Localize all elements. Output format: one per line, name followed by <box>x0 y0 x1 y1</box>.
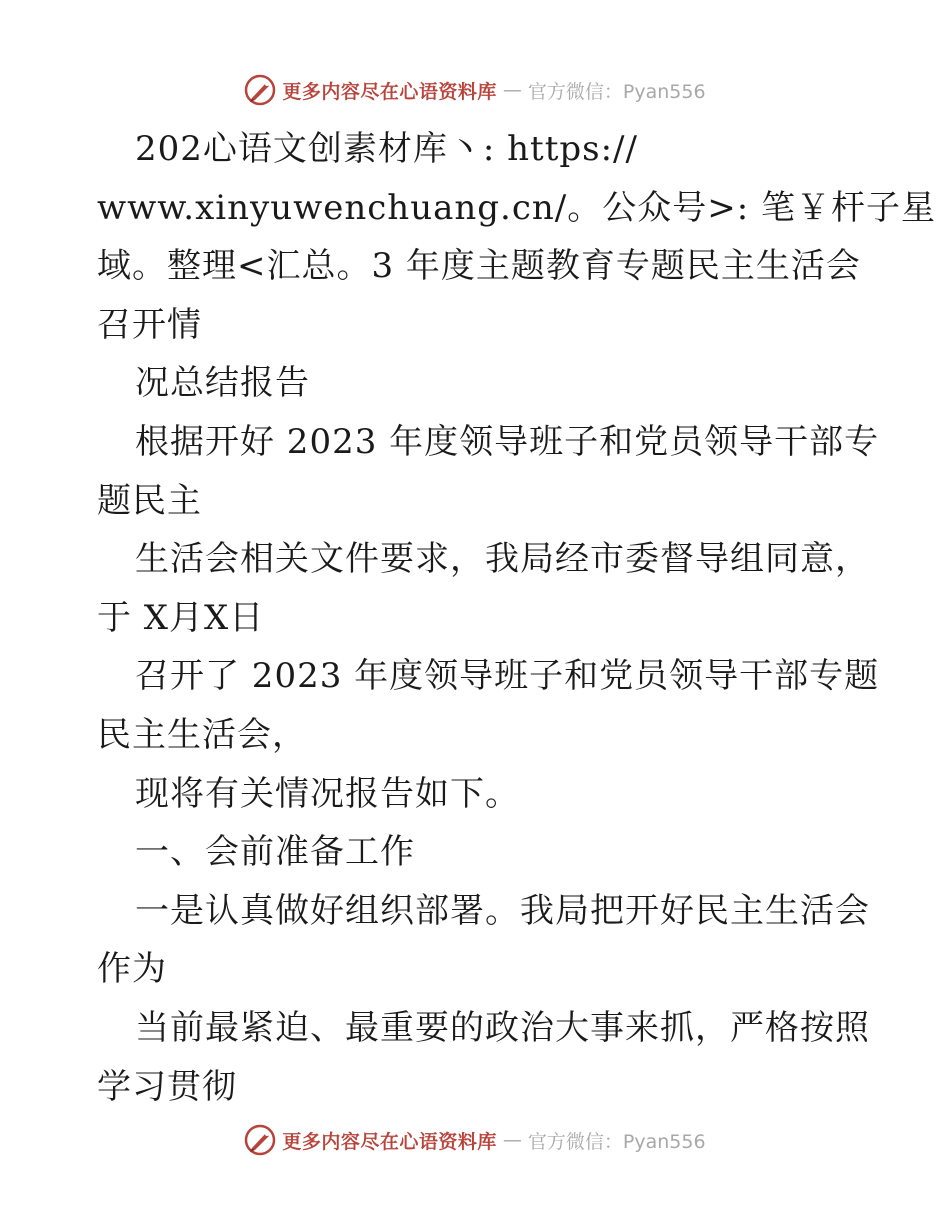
document-line: 于 X月X日 <box>97 597 265 638</box>
document-line: 根据开好 2023 年度领导班子和党员领导干部专 <box>135 421 880 462</box>
quill-pen-logo-icon <box>244 74 276 106</box>
document-line: 生活会相关文件要求，我局经市委督导组同意， <box>135 539 870 580</box>
document-line: 民主生活会， <box>97 714 307 755</box>
watermark-contact-text: 官方微信：Pyan556 <box>527 80 706 103</box>
watermark-separator: — <box>502 79 522 101</box>
document-line: 作为 <box>97 949 167 990</box>
watermark-contact-text: 官方微信：Pyan556 <box>527 1130 706 1153</box>
document-line: 202心语文创素材库丶: https:// <box>135 129 638 169</box>
document-line: 一、会前准备工作 <box>135 832 415 873</box>
document-line: 况总结报告 <box>135 363 310 404</box>
watermark-separator: — <box>502 1129 522 1151</box>
document-line: 现将有关情况报告如下。 <box>135 773 520 814</box>
document-line: 题民主 <box>97 480 202 521</box>
header-watermark <box>0 70 950 110</box>
footer-watermark <box>0 1120 950 1160</box>
document-line: www.xinyuwenchuang.cn/。公众号>: 笔￥杆子星 <box>97 187 936 228</box>
document-line: 召开了 2023 年度领导班子和党员领导干部专题 <box>135 656 880 697</box>
document-line: 当前最紧迫、最重要的政治大事来抓，严格按照 <box>135 1007 870 1048</box>
quill-pen-logo-icon <box>244 1124 276 1156</box>
document-line: 一是认真做好组织部署。我局把开好民主生活会 <box>135 890 870 931</box>
watermark-brand-text: 更多内容尽在心语资料库 <box>282 1130 497 1153</box>
document-line: 召开情 <box>97 304 202 345</box>
document-line: 域。整理<汇总。3 年度主题教育专题民主生活会 <box>97 246 861 287</box>
document-body <box>97 120 936 1116</box>
watermark-brand-text: 更多内容尽在心语资料库 <box>282 80 497 103</box>
document-line: 学习贯彻 <box>97 1066 237 1107</box>
